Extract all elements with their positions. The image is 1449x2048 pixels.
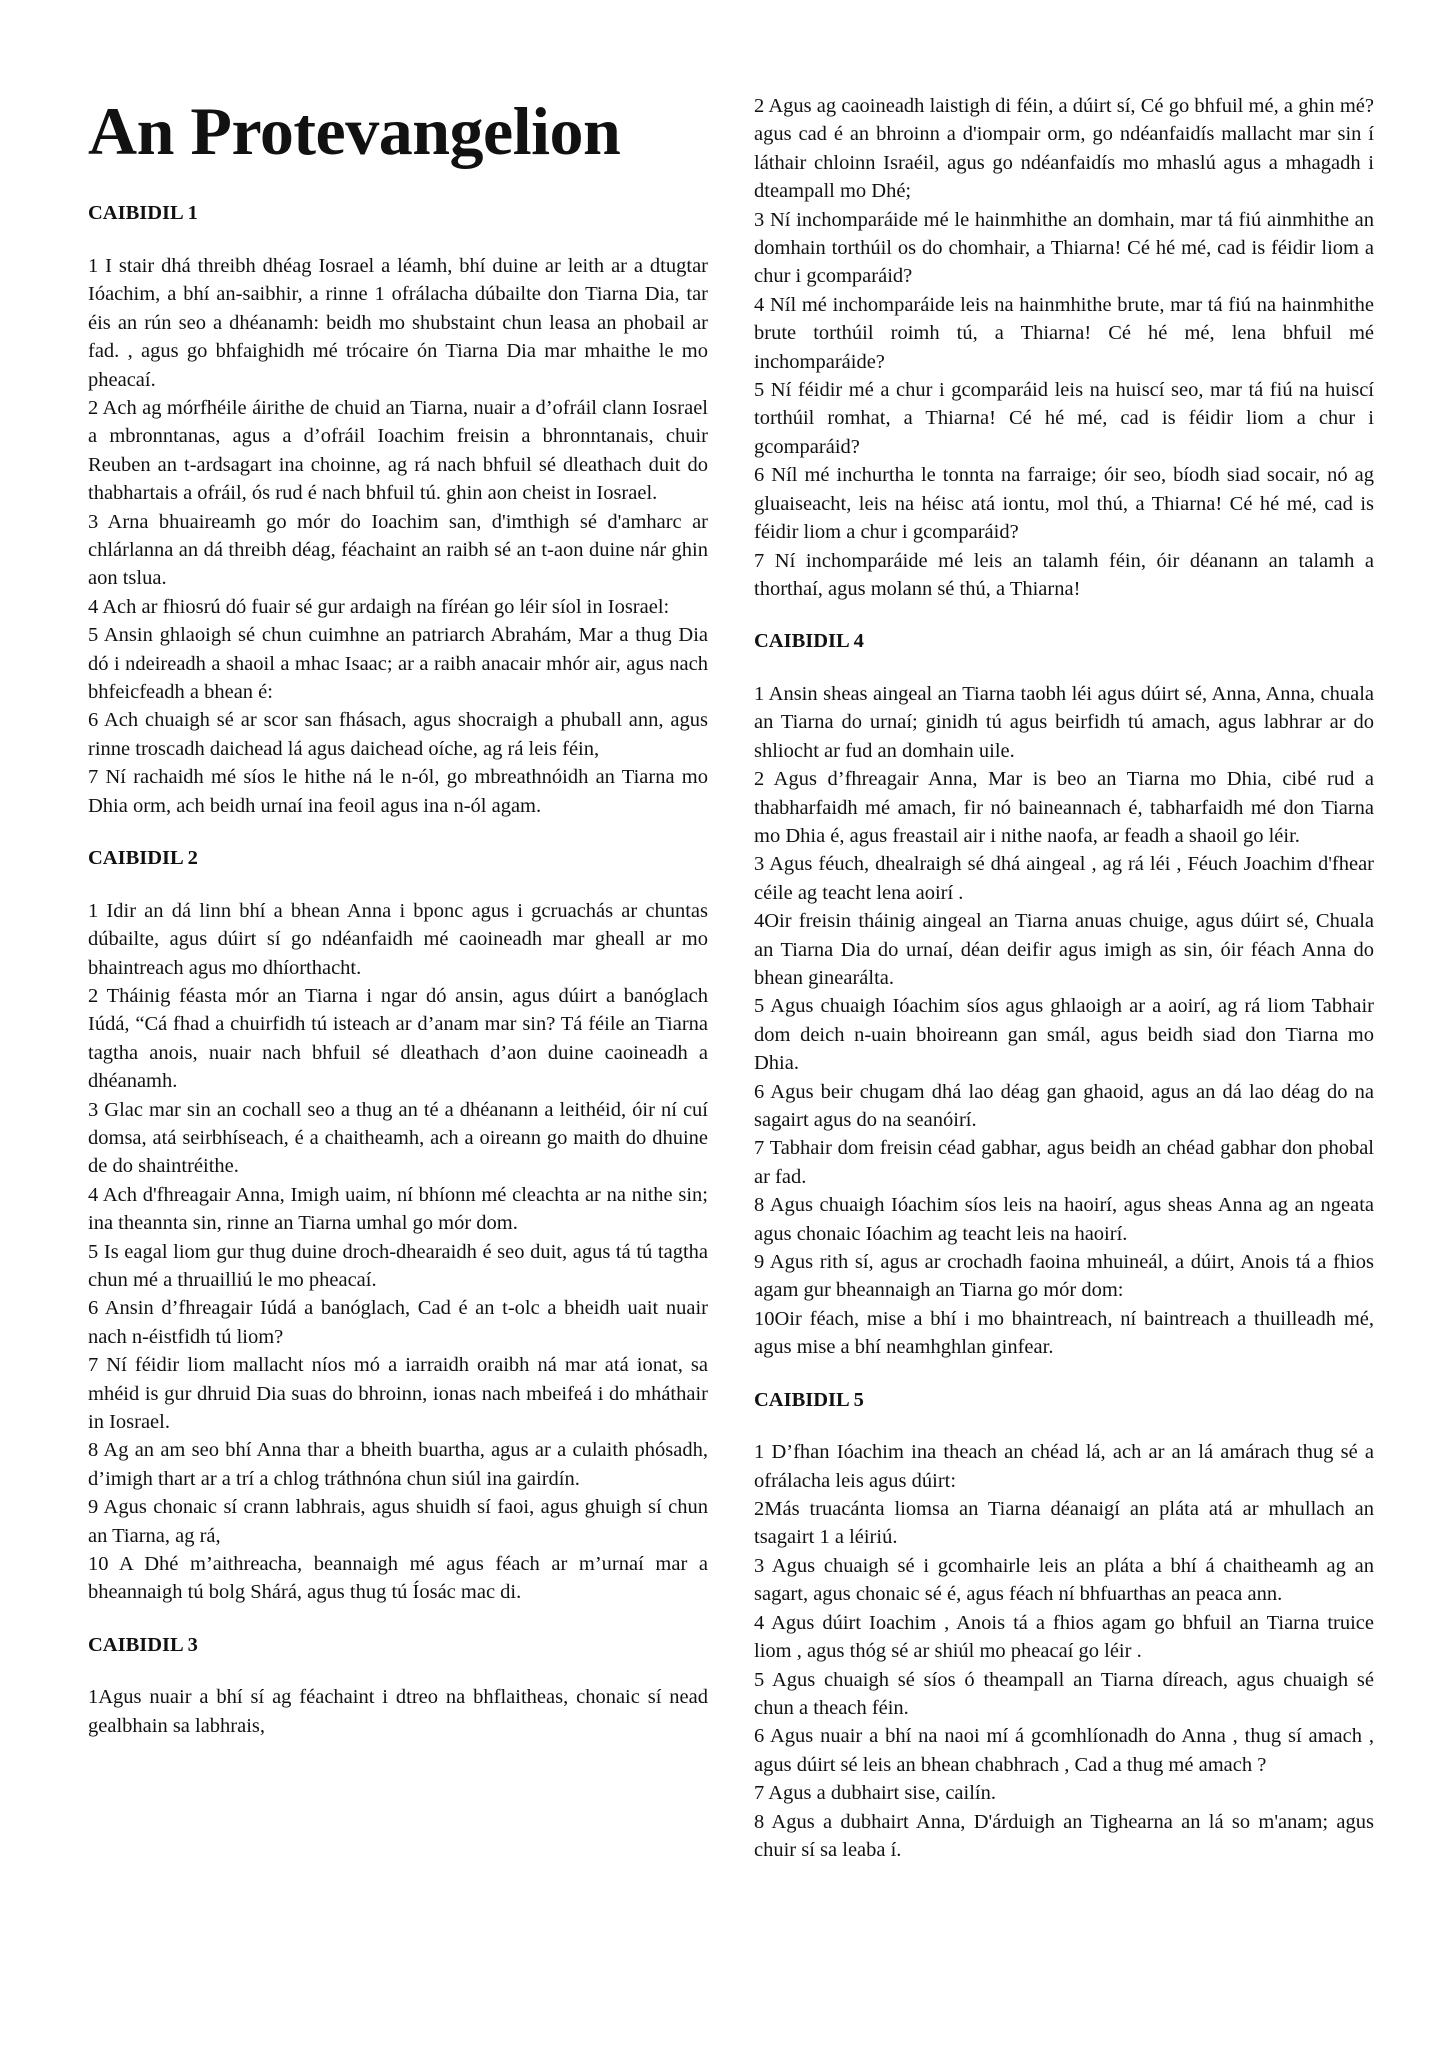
verse: 4Oir freisin tháinig aingeal an Tiarna anuas chuige, agus dúirt sé, Chuala an Tiarna Dia do urnaí, déan deifir agus imigh as sin, óir féach Anna do bhean ginearálta. — [754, 910, 1374, 989]
verse: 9 Agus rith sí, agus ar crochadh faoina mhuineál, a dúirt, Anois tá a fhios agam gur bheannaigh an Tiarna go mór dom: — [754, 1251, 1374, 1302]
chapter-2 — [88, 846, 708, 1607]
verse: 9 Agus chonaic sí crann labhrais, agus shuidh sí faoi, agus ghuigh sí chun an Tiarna, ag rá, — [88, 1496, 708, 1547]
verse: 1 I stair dhá threibh dhéag Iosrael a léamh, bhí duine ar leith ar a dtugtar Ióachim, a bhí an-saibhir, a rinne 1 ofrálacha dúbailte don Tiarna Dia, tar éis an rún seo a dhéanamh: beidh mo shubstaint chun leasa an phobail ar fad. , agus go bhfaighidh mé trócaire ón Tiarna Dia mar mhaithe le mo pheacaí. — [88, 254, 708, 391]
verse: 6 Ach chuaigh sé ar scor san fhásach, agus shocraigh a phuball ann, agus rinne troscadh daichead lá agus daichead oíche, ag rá leis féin, — [88, 709, 708, 760]
chapter-heading: CAIBIDIL 4 — [754, 630, 864, 653]
verse: 4 Ach ar fhiosrú dó fuair sé gur ardaigh na fíréan go léir síol in Iosrael: — [88, 595, 670, 618]
verse: 5 Is eagal liom gur thug duine droch-dhearaidh é seo duit, agus tá tú tagtha chun mé a thruailliú le mo pheacaí. — [88, 1240, 708, 1291]
verse: 4 Níl mé inchomparáide leis na hainmhithe brute, mar tá fiú na hainmhithe brute torthúil roimh tú, a Thiarna! Cé hé mé, lena bhfuil mé inchomparáide? — [754, 293, 1374, 373]
verse: 7 Ní rachaidh mé síos le hithe ná le n-ól, go mbreathnóidh an Tiarna mo Dhia orm, ach beidh urnaí ina feoil agus ina n-ól agam. — [88, 766, 708, 817]
verse: 8 Agus chuaigh Ióachim síos leis na haoirí, agus sheas Anna ag an ngeata agus chonaic Ióachim ag teacht leis na haoirí. — [754, 1194, 1374, 1245]
verse: 6 Agus beir chugam dhá lao déag gan ghaoid, agus an dá lao déag do na sagairt agus do na seanóirí. — [754, 1080, 1374, 1131]
verse: 4 Ach d'fhreagair Anna, Imigh uaim, ní bhíonn mé cleachta ar na nithe sin; ina theannta sin, rinne an Tiarna umhal go mór dom. — [88, 1183, 708, 1235]
verse: 1 Ansin sheas aingeal an Tiarna taobh léi agus dúirt sé, Anna, Anna, chuala an Tiarna do urnaí; ginidh tú agus beirfidh tú amach, agus labhrar ar do shliocht ar fud an domhain uile. — [754, 682, 1374, 762]
chapter-heading: CAIBIDIL 2 — [88, 847, 198, 870]
verse: 5 Agus chuaigh Ióachim síos agus ghlaoigh ar a aoirí, ag rá liom Tabhair dom deich n-uain bhoireann gan smál, agus beidh siad don Tiarna mo Dhia. — [754, 995, 1374, 1075]
verse: 3 Glac mar sin an cochall seo a thug an té a dhéanann a leithéid, óir ní cuí domsa, atá seirbhíseach, é a chaitheamh, ach a oireann go maith do dhuine de do shaintréithe. — [88, 1098, 708, 1178]
verse: 5 Ní féidir mé a chur i gcomparáid leis na huiscí seo, mar tá fiú na huiscí torthúil romhat, a Thiarna! Cé hé mé, cad is féidir liom a chur i gcomparáid? — [754, 379, 1374, 458]
chapter-4 — [754, 629, 1374, 1361]
verse: 8 Ag an am seo bhí Anna thar a bheith buartha, agus ar a culaith phósadh, d’imigh thart ar a trí a chlog tráthnóna chun siúl ina gairdín. — [88, 1439, 708, 1490]
verse: 7 Ní féidir liom mallacht níos mó a iarraidh oraibh ná mar atá ionat, sa mhéid is gur dhruid Dia suas do bhroinn, ionas nach mbeifeá i do mháthair in Iosrael. — [88, 1354, 708, 1434]
chapter-heading: CAIBIDIL 5 — [754, 1388, 864, 1411]
verse: 10Oir féach, mise a bhí i mo bhaintreach, ní baintreach a thuilleadh mé, agus mise a bhí neamhghlan ginfear. — [754, 1307, 1374, 1359]
chapter-heading: CAIBIDIL 3 — [88, 1633, 198, 1656]
verse: 4 Agus dúirt Ioachim , Anois tá a fhios agam go bhfuil an Tiarna truice liom , agus thóg sé ar shiúl mo pheacaí go léir . — [754, 1611, 1374, 1663]
verse: 2 Agus ag caoineadh laistigh di féin, a dúirt sí, Cé go bhfuil mé, a ghin mé? agus cad é an bhroinn a d'iompair orm, go ndéanfaidís mallacht mar sin í láthair chloinn Israéil, agus go ndéanfaidís mo mhaslú agus a mhagadh i dteampall mo Dhé; — [754, 95, 1374, 203]
verse: 2Más truacánta liomsa an Tiarna déanaigí an pláta atá ar mhullach an tsagairt 1 a léiriú. — [754, 1498, 1374, 1549]
right-column — [754, 92, 1374, 1864]
verse: 3 Agus féuch, dhealraigh sé dhá aingeal , ag rá léi , Féuch Joachim d'fhear céile ag teacht lena aoirí . — [754, 853, 1374, 904]
chapter-1 — [88, 201, 708, 820]
verse: 6 Níl mé inchurtha le tonnta na farraige; óir seo, bíodh siad socair, nó ag gluaiseacht, leis na héisc atá iontu, mol thú, a Thiarna! Cé hé mé, cad is féidir liom a chur i gcomparáid? — [754, 464, 1374, 544]
verse: 3 Arna bhuaireamh go mór do Ioachim san, d'imthigh sé d'amharc ar chlárlanna an dá threibh déag, féachaint an raibh sé an t-aon duine nár ghin aon tslua. — [88, 510, 708, 590]
chapter-3 — [88, 1633, 708, 1740]
document-title: An Protevangelion — [88, 93, 621, 169]
verse: 8 Agus a dubhairt Anna, D'árduigh an Tighearna an lá so m'anam; agus chuir sí sa leaba í. — [754, 1810, 1374, 1861]
verse: 3 Ní inchomparáide mé le hainmhithe an domhain, mar tá fiú ainmhithe an domhain torthúil os do chomhair, a Thiarna! Cé hé mé, cad is féidir liom a chur i gcomparáid? — [754, 208, 1374, 288]
chapter-heading: CAIBIDIL 1 — [88, 202, 198, 225]
verse: 3 Agus chuaigh sé i gcomhairle leis an pláta a bhí á chaitheamh ag an sagart, agus chonaic sé é, agus féach ní bhfuarthas an peaca ann. — [754, 1554, 1374, 1606]
verse: 2 Tháinig féasta mór an Tiarna i ngar dó ansin, agus dúirt a banóglach Iúdá, “Cá fhad a chuirfidh tú isteach ar d’anam mar sin? Tá féile an Tiarna tagtha anois, nuair nach bhfuil sé dleathach d’aon duine caoineadh a dhéanamh. — [88, 984, 708, 1093]
verse: 2 Agus d’fhreagair Anna, Mar is beo an Tiarna mo Dhia, cibé rud a thabharfaidh mé amach, fir nó baineannach é, tabharfaidh mé don Tiarna mo Dhia é, agus freastail air i nithe naofa, ar feadh a shaoil go léir. — [754, 768, 1374, 847]
verse: 5 Agus chuaigh sé síos ó theampall an Tiarna díreach, agus chuaigh sé chun a theach féin. — [754, 1668, 1374, 1719]
verse: 5 Ansin ghlaoigh sé chun cuimhne an patriarch Abrahám, Mar a thug Dia dó i ndeireadh a shaoil a mhac Isaac; ar a raibh anacair mhór air, agus nach bhfeicfeadh a bhean é: — [88, 624, 708, 704]
chapter-3-continued — [754, 92, 1374, 603]
verse: 1Agus nuair a bhí sí ag féachaint i dtreo na bhflaitheas, chonaic sí nead gealbhain sa labhrais, — [88, 1686, 708, 1737]
verse: 6 Ansin d’fhreagair Iúdá a banóglach, Cad é an t-olc a bheidh uait nuair nach n-éistfidh tú liom? — [88, 1297, 708, 1348]
verse: 2 Ach ag mórfhéile áirithe de chuid an Tiarna, nuair a d’ofráil clann Iosrael a mbronntanas, agus a d’ofráil Ioachim freisin a bhronntanais, chuir Reuben an t-ardsagart ina choinne, ag rá nach bhfuil sé dleathach duit do thabhartais a ofráil, ós rud é nach bhfuil tú. ghin aon cheist in Iosrael. — [88, 397, 708, 505]
verse: 1 Idir an dá linn bhí a bhean Anna i bponc agus i gcruachás ar chuntas dúbailte, agus dúirt sí go ndéanfaidh mé caoineadh mar gheall ar mo bhaintreach agus mo dhíorthacht. — [88, 899, 708, 979]
verse: 7 Tabhair dom freisin céad gabhar, agus beidh an chéad gabhar don phobal ar fad. — [754, 1137, 1374, 1188]
verse: 7 Agus a dubhairt sise, cailín. — [754, 1782, 996, 1805]
verse: 7 Ní inchomparáide mé leis an talamh féin, óir déanann an talamh a thorthaí, agus molann sé thú, a Thiarna! — [754, 549, 1374, 600]
chapter-5 — [754, 1388, 1374, 1865]
verse: 6 Agus nuair a bhí na naoi mí á gcomhlíonadh do Anna , thug sí amach , agus dúirt sé leis an bhean chabhrach , Cad a thug mé amach ? — [754, 1725, 1374, 1776]
left-column — [88, 0, 708, 1740]
verse: 10 A Dhé m’aithreacha, beannaigh mé agus féach ar m’urnaí mar a bheannaigh tú bolg Shárá, agus thug tú Íosác mac di. — [88, 1553, 708, 1604]
verse: 1 D’fhan Ióachim ina theach an chéad lá, ach ar an lá amárach thug sé a ofrálacha leis agus dúirt: — [754, 1441, 1374, 1492]
